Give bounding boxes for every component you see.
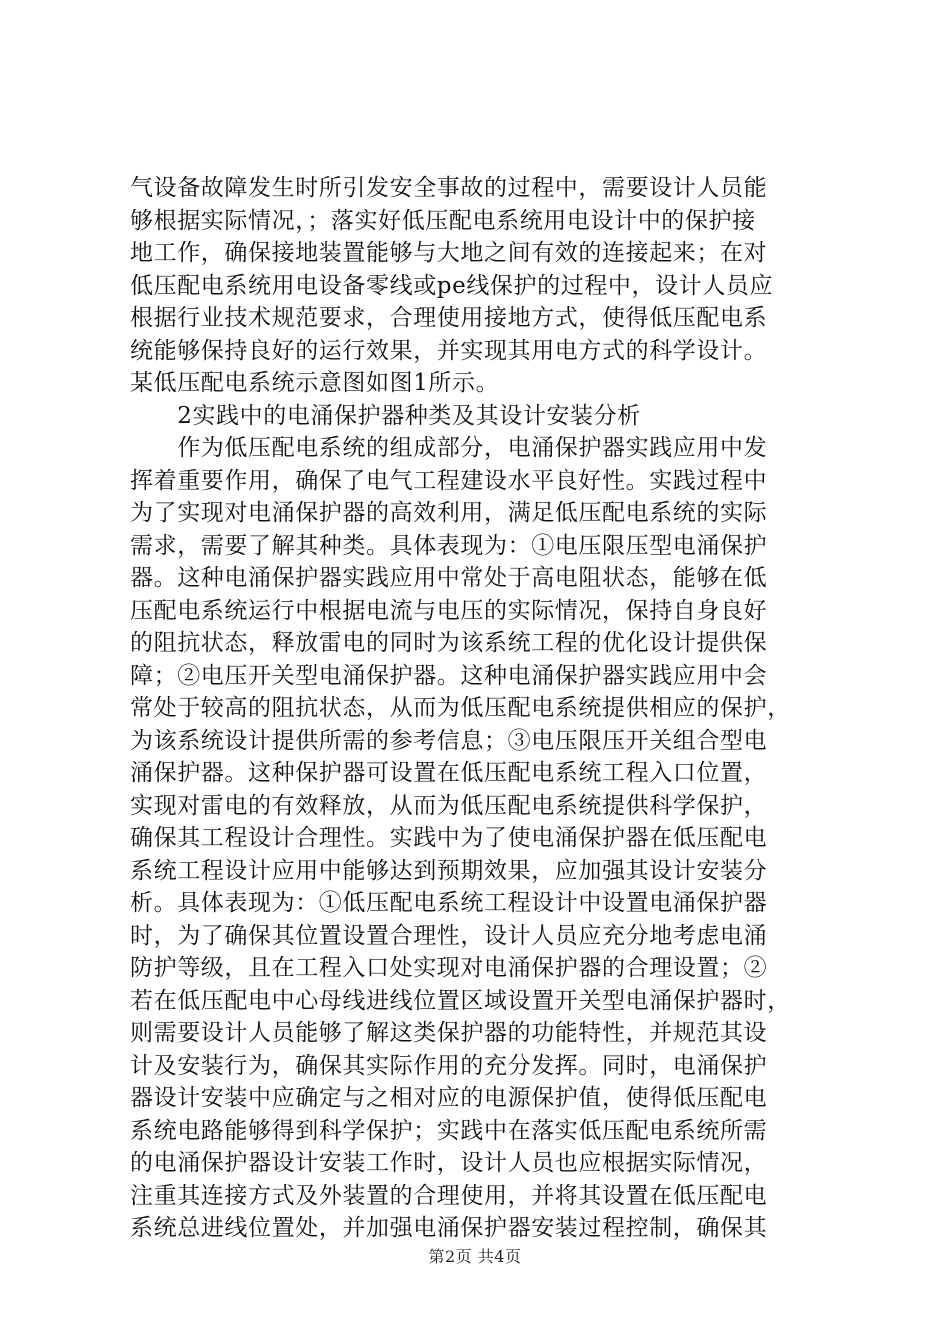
text-line: 障；②电压开关型电涌保护器。这种电涌保护器实践应用中会 bbox=[130, 662, 768, 689]
text-line: 则需要设计人员能够了解这类保护器的功能特性，并规范其设 bbox=[130, 1020, 768, 1046]
text-line: 确保其工程设计合理性。实践中为了使电涌保护器在低压配电 bbox=[130, 825, 768, 851]
text-line: 系统总进线位置处，并加强电涌保护器安装过程控制，确保其 bbox=[130, 1215, 768, 1241]
text-line: 防护等级，且在工程入口处实现对电涌保护器的合理设置；② bbox=[130, 955, 768, 981]
text-line: 时，为了确保其位置设置合理性，设计人员应充分地考虑电涌 bbox=[130, 922, 768, 949]
text-line: 实现对雷电的有效释放，从而为低压配电系统提供科学保护， bbox=[130, 792, 768, 819]
text-line: 析。具体表现为：①低压配电系统工程设计中设置电涌保护器 bbox=[130, 890, 768, 916]
text-line: 某低压配电系统示意图如图1所示。 bbox=[130, 370, 500, 396]
text-line: 够根据实际情况，；落实好低压配电系统用电设计中的保护接 bbox=[130, 207, 756, 234]
text-line: 涌保护器。这种保护器可设置在低压配电系统工程入口位置， bbox=[130, 760, 768, 786]
text-line: 统能够保持良好的运行效果，并实现其用电方式的科学设计。 bbox=[130, 337, 768, 364]
text-line: 若在低压配电中心母线进线位置区域设置开关型电涌保护器时， bbox=[130, 987, 791, 1014]
document-body bbox=[130, 172, 830, 1245]
text-line: 气设备故障发生时所引发安全事故的过程中，需要设计人员能 bbox=[130, 175, 768, 201]
text-line: 的电涌保护器设计安装工作时，设计人员也应根据实际情况， bbox=[130, 1150, 768, 1176]
page-number-footer: 第2页 共4页 bbox=[428, 1247, 522, 1266]
text-line: 器。这种电涌保护器实践应用中常处于高电阻状态，能够在低 bbox=[130, 565, 768, 591]
text-line: 地工作，确保接地装置能够与大地之间有效的连接起来；在对 bbox=[130, 240, 768, 266]
text-line: 为了实现对电涌保护器的高效利用，满足低压配电系统的实际 bbox=[130, 500, 768, 526]
text-line: 计及安装行为，确保其实际作用的充分发挥。同时，电涌保护 bbox=[130, 1052, 768, 1079]
section-heading: 2实践中的电涌保护器种类及其设计安装分析 bbox=[130, 402, 641, 429]
text-line: 需求，需要了解其种类。具体表现为：①电压限压型电涌保护 bbox=[130, 532, 768, 559]
text-line: 常处于较高的阻抗状态，从而为低压配电系统提供相应的保护， bbox=[130, 695, 791, 721]
text-line: 器设计安装中应确定与之相对应的电源保护值，使得低压配电 bbox=[130, 1085, 768, 1111]
text-line: 根据行业技术规范要求，合理使用接地方式，使得低压配电系 bbox=[130, 305, 768, 331]
text-line: 作为低压配电系统的组成部分，电涌保护器实践应用中发 bbox=[130, 435, 768, 461]
text-line: 系统电路能够得到科学保护；实践中在落实低压配电系统所需 bbox=[130, 1117, 768, 1144]
text-line: 低压配电系统用电设备零线或pe线保护的过程中，设计人员应 bbox=[130, 272, 774, 299]
text-line: 注重其连接方式及外装置的合理使用，并将其设置在低压配电 bbox=[130, 1182, 768, 1209]
text-line: 挥着重要作用，确保了电气工程建设水平良好性。实践过程中 bbox=[130, 467, 768, 494]
text-line: 为该系统设计提供所需的参考信息；③电压限压开关组合型电 bbox=[130, 727, 768, 754]
text-line: 的阻抗状态，释放雷电的同时为该系统工程的优化设计提供保 bbox=[130, 630, 768, 656]
text-line: 系统工程设计应用中能够达到预期效果，应加强其设计安装分 bbox=[130, 857, 768, 884]
text-line: 压配电系统运行中根据电流与电压的实际情况，保持自身良好 bbox=[130, 597, 768, 624]
